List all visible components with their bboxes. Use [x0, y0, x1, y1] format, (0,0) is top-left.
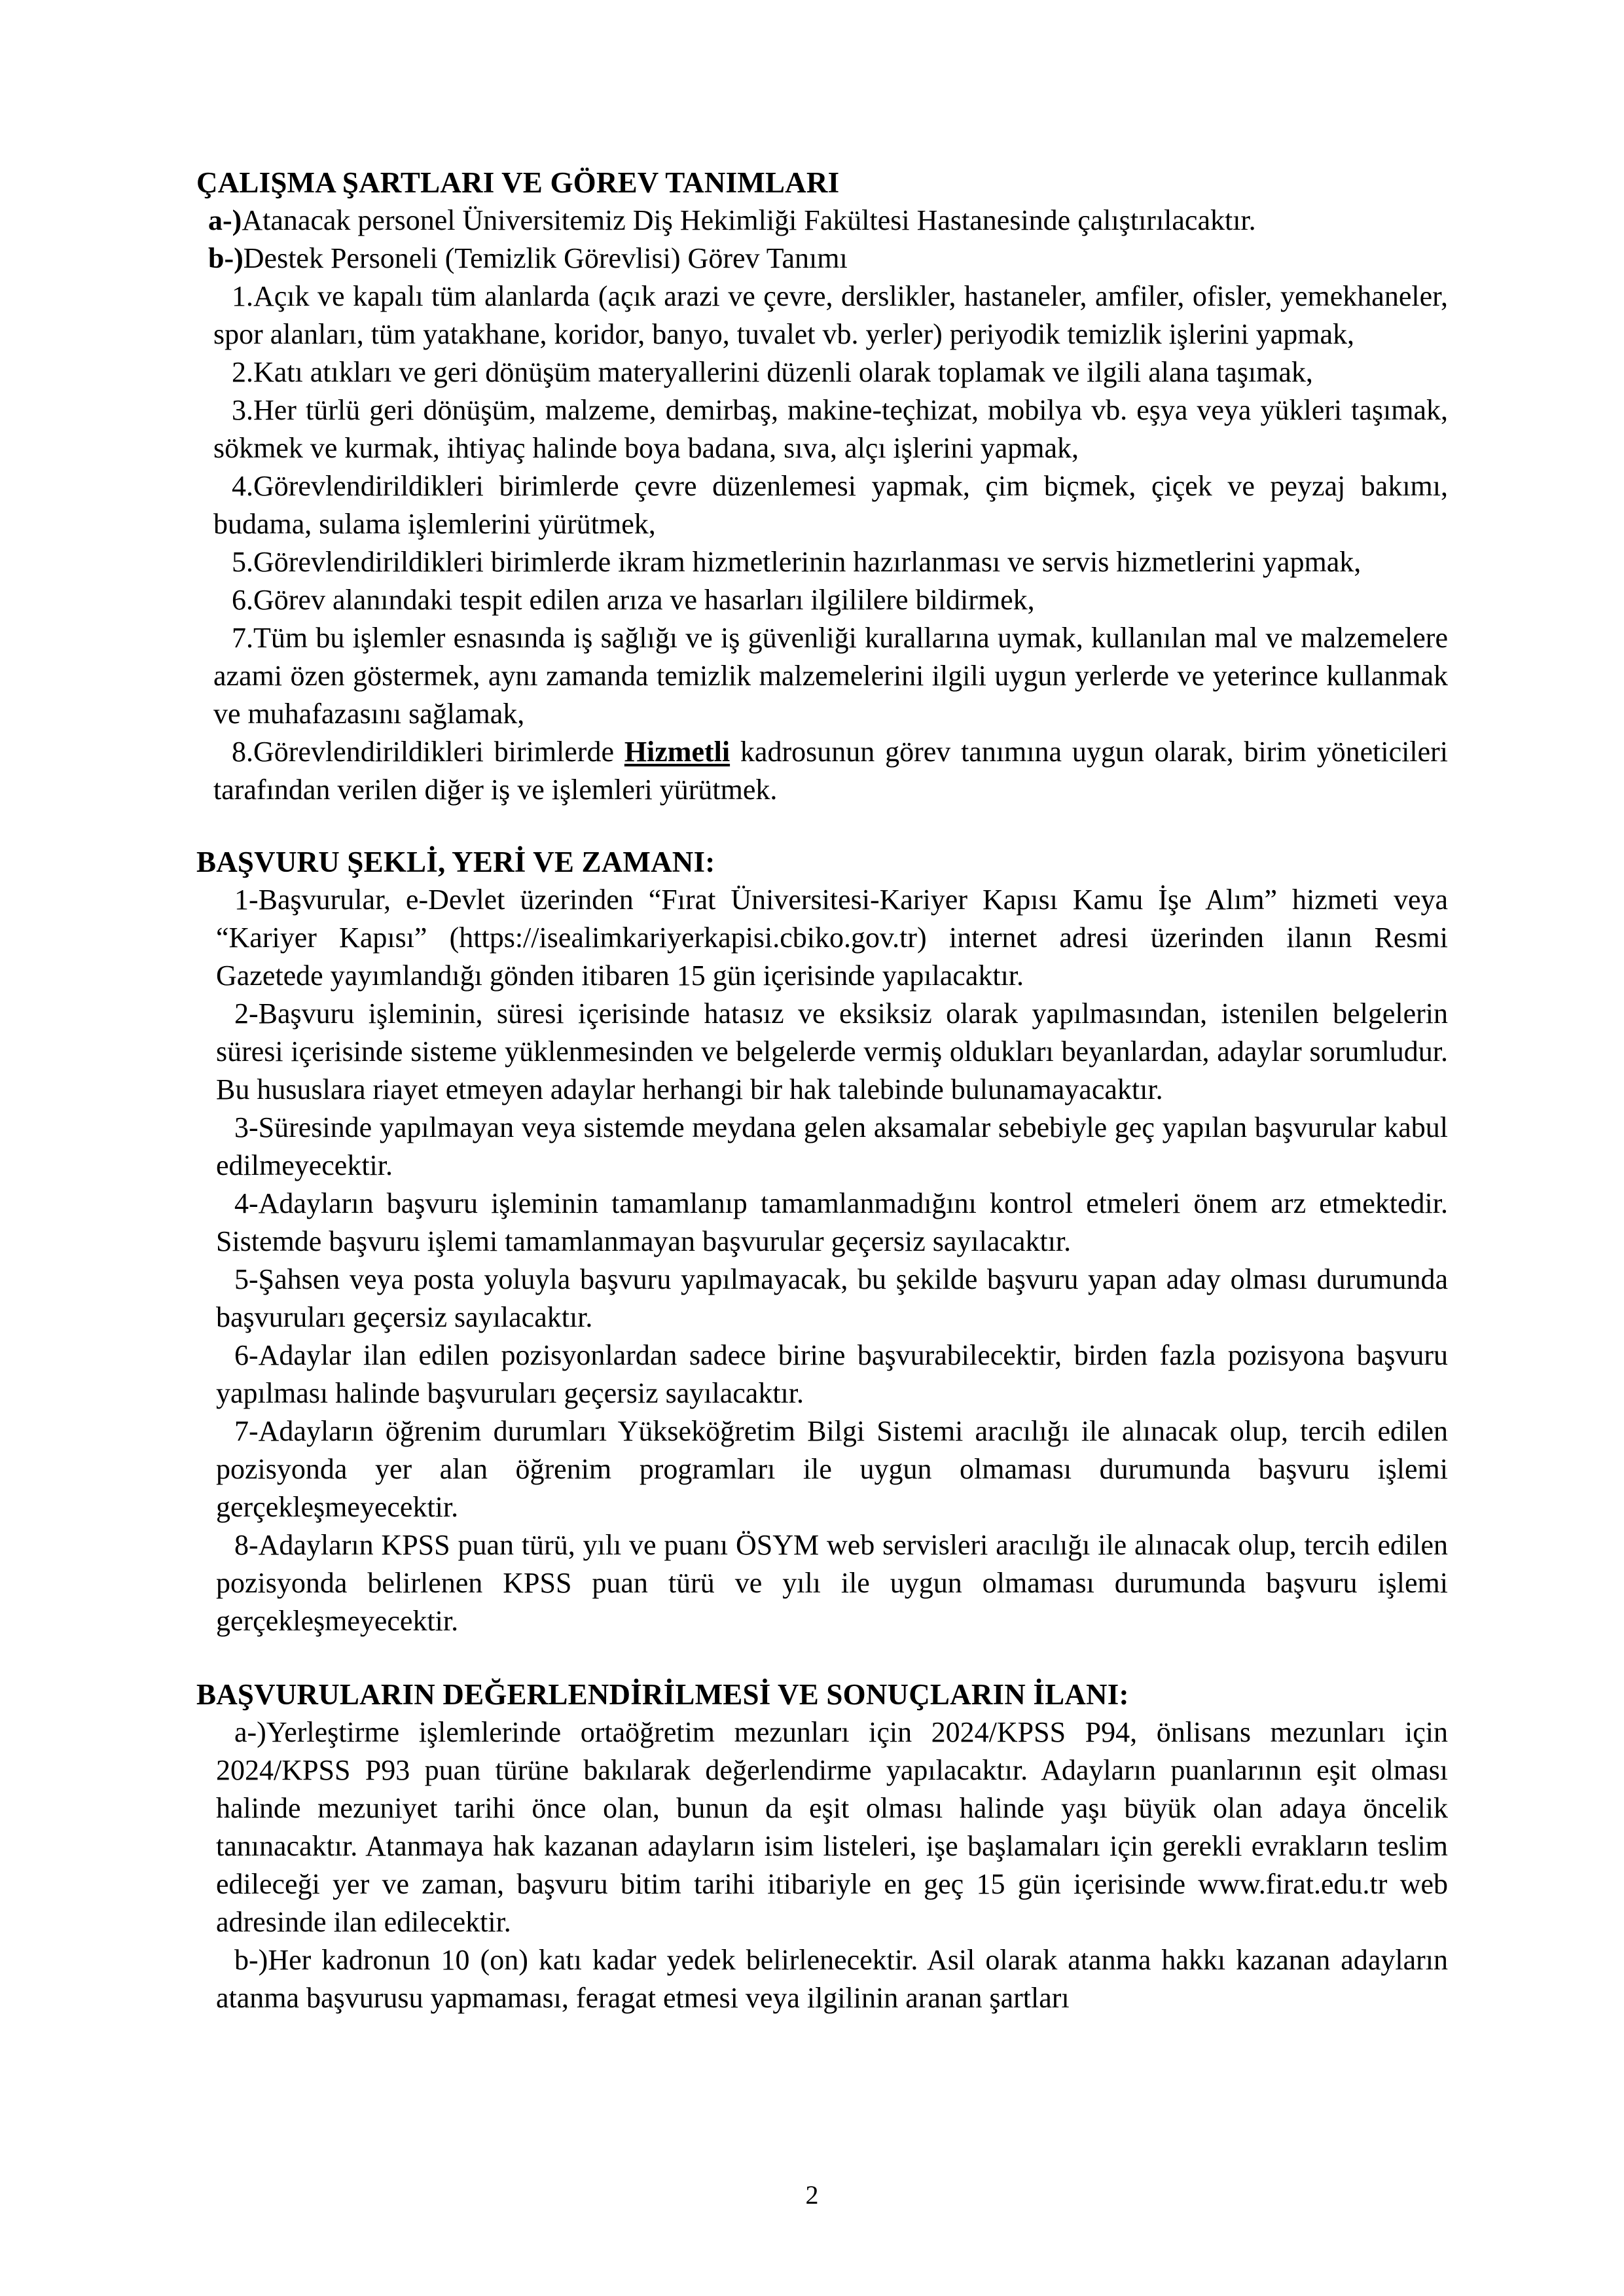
application-item-5	[196, 1261, 1448, 1336]
item-b	[196, 240, 1448, 278]
application-item-8-text: Adayların KPSS puan türü, yılı ve puanı ÖSYM web servisleri aracılığı ile alınacak olup, tercih edilen pozisyonda belirlenen KPSS puan türü ve yılı ile uygun olmaması durumunda başvuru işlemi gerçekleşmeyecektir.	[216, 1529, 1448, 1637]
application-item-3-text: Süresinde yapılmayan veya sistemde meydana gelen aksamalar sebebiyle geç yapılan başvurular kabul edilmeyecektir.	[216, 1111, 1448, 1181]
duty-item-8-text-before: Görevlendirildikleri birimlerde	[253, 736, 624, 768]
application-item-4-number: 4-	[234, 1187, 259, 1219]
item-a-prefix: a-)	[208, 204, 242, 236]
application-item-3	[196, 1109, 1448, 1185]
duty-item-2	[196, 353, 1448, 391]
duty-item-4-number: 4.	[232, 470, 253, 502]
duty-item-1-text: Açık ve kapalı tüm alanlarda (açık arazi ve çevre, derslikler, hastaneler, amfiler, ofisler, yemekhaneler, spor alanları, tüm yatakhane, koridor, banyo, tuvalet vb. yerler) periyodik temizlik işlerini yapmak,	[213, 280, 1448, 350]
evaluation-item-a-prefix: a-)	[234, 1716, 266, 1748]
duty-item-8	[196, 733, 1448, 809]
application-item-6-number: 6-	[234, 1339, 259, 1371]
item-a-text: Atanacak personel Üniversitemiz Diş Hekimliği Fakültesi Hastanesinde çalıştırılacaktır.	[242, 204, 1256, 236]
duty-item-8-number: 8.	[232, 736, 253, 768]
application-item-7-text: Adayların öğrenim durumları Yükseköğretim Bilgi Sistemi aracılığı ile alınacak olup, tercih edilen pozisyonda yer alan öğrenim programları ile uygun olmaması durumunda başvuru işlemi gerçekleşmeyecektir.	[216, 1415, 1448, 1523]
item-b-prefix: b-)	[208, 242, 244, 274]
duty-item-8-emphasis: Hizmetli	[624, 736, 731, 768]
duty-item-8-text-after: kadrosunun görev tanımına uygun olarak, birim yöneticileri tarafından verilen diğer iş ve işlemleri yürütmek.	[213, 736, 1448, 806]
section-heading-calisma-sartlari: ÇALIŞMA ŞARTLARI VE GÖREV TANIMLARI	[196, 166, 840, 199]
application-item-2-number: 2-	[234, 997, 259, 1030]
application-item-2	[196, 995, 1448, 1109]
evaluation-item-a	[196, 1713, 1448, 1941]
application-item-7-number: 7-	[234, 1415, 259, 1447]
application-item-4	[196, 1185, 1448, 1261]
application-item-6	[196, 1336, 1448, 1412]
item-b-text: Destek Personeli (Temizlik Görevlisi) Görev Tanımı	[243, 242, 848, 274]
duty-item-1	[196, 278, 1448, 353]
duty-item-2-text: Katı atıkları ve geri dönüşüm materyallerini düzenli olarak toplamak ve ilgili alana taşımak,	[253, 356, 1313, 388]
duty-item-6-text: Görev alanındaki tespit edilen arıza ve hasarları ilgililere bildirmek,	[253, 584, 1035, 616]
evaluation-item-a-text: Yerleştirme işlemlerinde ortaöğretim mezunları için 2024/KPSS P94, önlisans mezunları için 2024/KPSS P93 puan türüne bakılarak değerlendirme yapılacaktır. Adayların puanlarının eşit olması halinde mezuniyet tarihi önce olan, bunun da eşit olması halinde yaşı büyük olan adaya öncelik tanınacaktır. Atanmaya hak kazanan adayların isim listeleri, işe başlamaları için gerekli evrakların teslim edileceği yer ve zaman, başvuru bitim tarihi itibariyle en geç 15 gün içerisinde www.firat.edu.tr web adresinde ilan edilecektir.	[216, 1716, 1448, 1938]
page-number: 2	[805, 2180, 819, 2210]
application-item-7	[196, 1412, 1448, 1526]
evaluation-item-b-text: Her kadronun 10 (on) katı kadar yedek belirlenecektir. Asil olarak atanma hakkı kazanan adayların atanma başvurusu yapmaması, feragat etmesi veya ilgilinin aranan şartları	[216, 1944, 1448, 2014]
application-item-6-text: Adaylar ilan edilen pozisyonlardan sadece birine başvurabilecektir, birden fazla pozisyona başvuru yapılması halinde başvuruları geçersiz sayılacaktır.	[216, 1339, 1448, 1409]
document-body	[196, 164, 1448, 2017]
duty-item-3	[196, 391, 1448, 467]
section-heading-degerlendirme: BAŞVURULARIN DEĞERLENDİRİLMESİ VE SONUÇLARIN İLANI:	[196, 1678, 1129, 1711]
duty-item-6	[196, 581, 1448, 619]
duty-item-3-number: 3.	[232, 394, 253, 426]
duty-item-5-number: 5.	[232, 546, 253, 578]
application-item-1-text: Başvurular, e-Devlet üzerinden “Fırat Üniversitesi-Kariyer Kapısı Kamu İşe Alım” hizmeti veya “Kariyer Kapısı” (https://isealimkariyerkapisi.cbiko.gov.tr) internet adresi üzerinden ilanın Resmi Gazetede yayımlandığı gönden itibaren 15 gün içerisinde yapılacaktır.	[216, 884, 1448, 992]
duty-item-5	[196, 543, 1448, 581]
duty-item-7	[196, 619, 1448, 733]
application-item-5-number: 5-	[234, 1263, 259, 1295]
duty-item-6-number: 6.	[232, 584, 253, 616]
application-item-1-number: 1-	[234, 884, 259, 916]
section-heading-basvuru-sekli: BAŞVURU ŞEKLİ, YERİ VE ZAMANI:	[196, 846, 715, 878]
duty-item-7-number: 7.	[232, 622, 253, 654]
duty-item-5-text: Görevlendirildikleri birimlerde ikram hizmetlerinin hazırlanması ve servis hizmetlerini yapmak,	[253, 546, 1362, 578]
application-item-8-number: 8-	[234, 1529, 259, 1561]
duty-item-1-number: 1.	[232, 280, 253, 312]
application-item-2-text: Başvuru işleminin, süresi içerisinde hatasız ve eksiksiz olarak yapılmasından, istenilen belgelerin süresi içerisinde sisteme yüklenmesinden ve belgelerde vermiş oldukları beyanlardan, adaylar sorumludur. Bu hususlara riayet etmeyen adaylar herhangi bir hak talebinde bulunamayacaktır.	[216, 997, 1448, 1105]
item-a	[196, 202, 1448, 240]
application-item-3-number: 3-	[234, 1111, 259, 1143]
duty-item-3-text: Her türlü geri dönüşüm, malzeme, demirbaş, makine-teçhizat, mobilya vb. eşya veya yükleri taşımak, sökmek ve kurmak, ihtiyaç halinde boya badana, sıva, alçı işlerini yapmak,	[213, 394, 1448, 464]
duty-item-2-number: 2.	[232, 356, 253, 388]
evaluation-item-b	[196, 1941, 1448, 2017]
duty-item-4	[196, 467, 1448, 543]
duty-item-7-text: Tüm bu işlemler esnasında iş sağlığı ve iş güvenliği kurallarına uymak, kullanılan mal ve malzemelere azami özen göstermek, aynı zamanda temizlik malzemelerini ilgili uygun yerlerde ve yeterince kullanmak ve muhafazasını sağlamak,	[213, 622, 1448, 730]
duty-item-4-text: Görevlendirildikleri birimlerde çevre düzenlemesi yapmak, çim biçmek, çiçek ve peyzaj bakımı, budama, sulama işlemlerini yürütmek,	[213, 470, 1448, 540]
application-item-5-text: Şahsen veya posta yoluyla başvuru yapılmayacak, bu şekilde başvuru yapan aday olması durumunda başvuruları geçersiz sayılacaktır.	[216, 1263, 1448, 1333]
application-item-4-text: Adayların başvuru işleminin tamamlanıp tamamlanmadığını kontrol etmeleri önem arz etmektedir. Sistemde başvuru işlemi tamamlanmayan başvurular geçersiz sayılacaktır.	[216, 1187, 1448, 1257]
evaluation-item-b-prefix: b-)	[234, 1944, 268, 1976]
application-item-1	[196, 881, 1448, 995]
application-item-8	[196, 1526, 1448, 1640]
